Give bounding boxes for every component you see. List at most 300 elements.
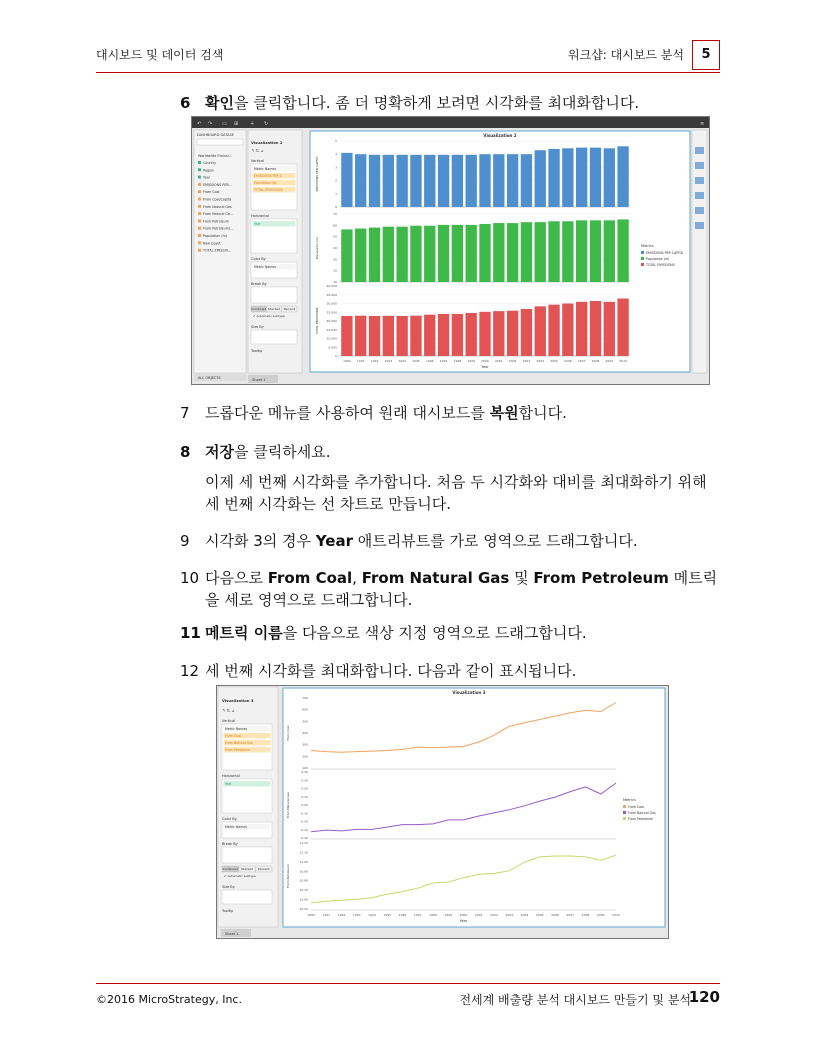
gallery-grid-icon[interactable] [695,147,704,154]
attribute-icon [198,249,201,252]
legend-swatch [623,817,626,820]
attribute-icon [198,205,201,208]
legend-swatch [641,263,644,266]
bar[interactable] [369,155,380,207]
drop-zone-label: Horizontal [251,214,269,218]
y-tick-label: 600 [302,707,308,712]
panel-axis-title: From Natural Gas [286,791,290,819]
editor-toolbar-icons: ↰ ⇅ ⊿ [251,148,264,153]
sheet-tab-label: Sheet 1 [252,378,266,382]
step-10-pre: 다음으로 [205,569,268,587]
y-tick-label: 20,000 [326,319,337,323]
x-tick-label: 2002 [508,359,517,363]
footer-rule [96,983,720,984]
attribute-icon [198,161,201,164]
y-tick-label: 0.20 [301,786,308,791]
x-tick-label: 2001 [494,359,503,363]
bar[interactable] [521,154,532,207]
drop-zone-label: Horizontal [222,774,240,778]
step-7-text [205,402,725,424]
drop-zone-item[interactable]: From Coal [225,734,241,738]
x-tick-label: 1995 [412,359,420,363]
bar[interactable] [521,222,532,282]
attribute-icon [198,212,201,215]
drop-zone-item[interactable]: Metric Names [225,727,247,731]
drop-zone-item[interactable]: Metric Names [225,825,247,829]
x-axis-title: Year [481,365,489,369]
redo-icon[interactable]: ↷ [208,121,213,127]
drop-zone-label: Size By [222,885,235,889]
y-tick-label: 0 [335,205,337,209]
automatic-subtype-label: ✔ Automatic subtype [253,314,285,318]
bar[interactable] [590,301,601,356]
y-tick-label: 10.70 [299,888,308,893]
footer-copyright: ©2016 MicroStrategy, Inc. [96,993,242,1006]
y-tick-label: 300 [302,742,308,747]
subtype-button-label: Combined [251,307,267,311]
bar[interactable] [410,155,421,207]
drop-zone-label: Size By [251,325,264,329]
step-10-post: 메트릭을 세로 영역으로 드래그합니다. [205,569,718,609]
y-tick-label: 700 [302,696,308,700]
step-9-pre: 시각화 3의 경우 [205,532,316,550]
x-tick-label: 2006 [551,913,559,917]
bar[interactable] [479,224,490,282]
bar[interactable] [507,154,518,207]
x-tick-label: 1990 [343,359,351,363]
subtype-button-label: Percent [283,307,295,311]
step-10-from-natural-gas: From Natural Gas [361,569,510,587]
y-tick-label: 20 [333,268,337,273]
step-11-rest: 을 다음으로 색상 지정 영역으로 드래그합니다. [282,624,587,642]
visualization-2-chart [315,139,684,369]
bar[interactable] [576,302,587,356]
x-tick-label: 2005 [535,913,544,917]
step-11-text [205,622,725,644]
drop-zone[interactable] [251,287,297,303]
x-tick-label: 2007 [577,359,586,363]
x-tick-label: 2004 [520,913,529,917]
step-9-post: 애트리뷰트를 가로 영역으로 드래그합니다. [352,532,638,550]
header-rule [96,72,720,73]
top-toolbar [192,117,709,128]
x-tick-label: 2008 [591,359,600,363]
bar[interactable] [396,155,407,207]
x-tick-label: 2006 [564,359,572,363]
bar[interactable] [562,148,573,207]
x-tick-label: 2000 [481,359,489,363]
attribute-icon [198,234,201,237]
bar[interactable] [424,315,435,356]
step-11-bold: 메트릭 이름 [205,624,283,642]
step-9-bold: Year [315,532,353,550]
insert-icon[interactable]: + [250,121,255,127]
step-9-number: 9 [180,532,190,550]
panel-axis-title: EMISSIONS PER CAPITA [315,156,319,192]
y-tick-label: 0.40 [301,770,308,774]
y-tick-label: -0.30 [300,827,308,832]
x-tick-label: 2002 [490,913,498,917]
x-tick-label: 1992 [337,913,346,917]
attribute-icon [198,168,201,171]
chapter-number-box: 5 [692,40,720,70]
attribute-item[interactable]: Year [203,175,210,180]
bar[interactable] [410,316,421,356]
y-tick-label: 10.90 [299,869,308,874]
drop-zone-item[interactable]: Population (m) [254,181,278,185]
step-7-number: 7 [180,404,190,422]
drop-zone-label: Vertical [222,719,236,723]
drop-zone-item[interactable]: EMISSIONS PER C [254,174,283,178]
bar[interactable] [341,316,352,356]
y-tick-label: 11.00 [299,859,308,864]
bar[interactable] [466,155,477,207]
y-tick-label: 11.10 [299,850,308,855]
bar[interactable] [507,223,518,282]
bar[interactable] [396,227,407,282]
visualization-3-screenshot [216,685,669,939]
bar[interactable] [493,311,504,356]
step-7-bold: 복원 [489,404,519,422]
bar[interactable] [410,226,421,282]
attribute-item[interactable]: From Petroleum/... [203,226,234,231]
step-6-number: 6 [180,94,191,112]
bar[interactable] [562,221,573,282]
gallery-bar-icon[interactable] [695,162,704,169]
bar[interactable] [548,221,559,282]
attribute-item[interactable]: From Coal/Capita [203,197,232,202]
x-tick-label: 1999 [467,359,476,363]
bar[interactable] [452,155,463,207]
drop-zone-label: Color By [222,817,237,821]
step-10-from-petroleum: From Petroleum [533,569,669,587]
bar[interactable] [548,305,559,356]
bar[interactable] [479,312,490,356]
visualization-3-frame[interactable] [283,688,665,927]
y-tick-label: 60 [333,223,337,228]
y-tick-label: 5 [335,139,337,143]
x-tick-label: 2009 [596,913,605,917]
editor-viz-title: Visualization 2 [251,140,283,145]
bar[interactable] [466,225,477,282]
drop-zone-item[interactable]: From Natural Gas [225,741,253,745]
x-tick-label: 1993 [384,359,393,363]
step-10-from-coal: From Coal [267,569,353,587]
drop-zone-item[interactable]: Year [225,782,232,786]
step-10-text [205,567,720,611]
panel-axis-title: TOTAL EMISSIONS [315,307,319,335]
bar[interactable] [507,311,518,356]
subtype-button-label: Percent [258,867,270,871]
bar[interactable] [452,314,463,356]
legend-title: Metrics [623,798,636,802]
y-tick-label: 400 [302,731,308,735]
bar[interactable] [590,148,601,207]
intro-paragraph: 이제 세 번째 시각화를 추가합니다. 처음 두 시각화와 대비를 최대화하기 위해 세 번째 시각화는 선 차트로 만듭니다. [205,473,707,513]
x-axis-title: Year [459,919,468,923]
bar[interactable] [424,155,435,207]
legend-label: From Coal [628,805,644,809]
step-7-pre: 드롭다운 메뉴를 사용하여 원래 대시보드를 [205,404,490,422]
step-9-text [205,530,725,552]
y-tick-label: 200 [302,754,308,759]
x-tick-label: 1998 [453,359,462,363]
save-icon[interactable]: ▭ [222,121,227,127]
y-tick-label: 25,000 [326,310,337,315]
bar[interactable] [617,299,628,357]
legend-label: EMISSIONS PER CAPITA [646,251,683,255]
y-tick-label: 15,000 [326,327,337,332]
screenshot-2-canvas [217,686,668,938]
y-tick-label: -0.40 [300,836,308,840]
y-tick-label: 30,000 [326,301,337,306]
bar[interactable] [341,229,352,282]
x-tick-label: 1993 [352,913,361,917]
drop-zone-label: Break By [251,282,267,286]
legend-label: From Natural Gas [628,811,656,815]
y-tick-label: 4 [335,152,337,157]
bar[interactable] [576,148,587,207]
bar[interactable] [604,220,615,282]
drop-zone-item[interactable]: Metric Names [254,167,276,171]
x-tick-label: 1992 [370,359,379,363]
legend-label: Population (m) [646,257,670,261]
bar[interactable] [590,220,601,282]
gallery-line-icon[interactable] [695,177,704,184]
gallery-area-icon[interactable] [695,192,704,199]
drop-zone-item[interactable]: From Petroleum [225,748,251,752]
x-tick-label: 1996 [398,913,407,917]
y-tick-label: 3 [335,165,337,170]
y-tick-label: 0.00 [301,803,308,807]
subtype-button-label: Combined [222,867,238,871]
legend-title: Metrics [641,244,654,248]
attribute-item[interactable]: Region [203,168,215,173]
undo-icon[interactable]: ↶ [197,121,202,127]
sheet-tab-label-2: Sheet 1 [225,932,239,936]
y-tick-label: 0 [335,354,337,358]
x-tick-label: 1991 [356,359,365,363]
y-tick-label: 70 [333,212,337,216]
drop-zone[interactable] [222,890,272,904]
bar[interactable] [438,314,449,356]
x-tick-label: 2009 [605,359,614,363]
attribute-item[interactable]: TOTAL EMISSIO... [203,248,232,253]
dataset-name: Worldwide Emissi... [198,154,232,158]
attribute-item[interactable]: EMISSIONS PER... [203,182,232,187]
x-tick-label: 2005 [550,359,558,363]
header-chapter-title: 워크샵: 대시보드 분석 [567,48,684,62]
legend-swatch [623,805,626,808]
bar[interactable] [493,223,504,282]
bar[interactable] [617,219,628,282]
y-tick-label: 100 [302,766,308,770]
step-6-text [205,92,725,114]
bar[interactable] [493,154,504,207]
attribute-icon [198,227,201,230]
drop-zone-item[interactable]: TOTAL EMISSIONS [254,188,283,192]
step-8-number: 8 [180,443,191,461]
bar[interactable] [535,306,546,356]
x-tick-label: 1995 [383,913,392,917]
page-header [96,38,720,68]
y-tick-label: 40,000 [326,284,337,288]
step-8-bold: 저장 [205,443,234,461]
x-tick-label: 1994 [368,913,376,917]
visualization-3-title: Visualization 3 [452,690,486,695]
x-tick-label: 2003 [522,359,531,363]
gallery-pie-icon[interactable] [695,207,704,214]
all-objects-label[interactable]: ALL OBJECTS [198,376,221,380]
bar[interactable] [438,155,449,207]
y-tick-label: 10.60 [299,897,308,902]
y-tick-label: 0.30 [301,778,308,783]
y-tick-label: 10,000 [326,336,337,341]
drop-zone-label: Tooltip [222,909,234,913]
attribute-item[interactable]: From Petroleum [203,219,229,224]
y-tick-label: 2 [335,178,337,183]
x-tick-label: 2007 [566,913,575,917]
attribute-icon [198,183,201,186]
x-tick-label: 2008 [581,913,590,917]
x-tick-label: 1990 [307,913,315,917]
y-tick-label: -0.10 [300,811,308,816]
settings-icon[interactable]: ≡ [700,121,705,127]
bar[interactable] [562,304,573,357]
bar[interactable] [535,222,546,282]
visualization-2-title: Visualization 2 [483,133,517,138]
y-tick-label: 500 [302,719,308,724]
legend-label: TOTAL EMISSIONS [646,263,675,267]
drop-zone-label: Vertical [251,159,265,163]
step-12-number: 12 [180,662,200,680]
bar[interactable] [617,146,628,207]
bar[interactable] [535,150,546,207]
y-tick-label: 10.50 [299,907,308,911]
y-tick-label: 0.10 [301,794,308,799]
bar[interactable] [604,148,615,207]
attribute-item[interactable]: From Coal [203,190,220,195]
drop-zone[interactable] [251,330,297,344]
y-tick-label: 1 [335,191,337,196]
legend-label: From Petroleum [628,817,654,821]
x-tick-label: 1991 [322,913,331,917]
bar[interactable] [396,316,407,356]
drop-zone-label: Color By [251,257,266,261]
dataset-panel-title: DASHBOARD DATASE [197,133,234,137]
bar[interactable] [521,309,532,356]
bar[interactable] [355,154,366,207]
bar[interactable] [355,316,366,356]
x-tick-label: 1997 [439,359,448,363]
attribute-item[interactable]: Country [203,161,217,165]
bar[interactable] [576,220,587,282]
panel-axis-title: From Coal [286,725,290,741]
automatic-subtype-label: ✔ Automatic subtype [224,874,256,878]
bar[interactable] [452,225,463,282]
step-6-bold: 확인 [205,94,234,112]
bar[interactable] [438,225,449,282]
y-tick-label: 10.80 [299,878,308,883]
x-tick-label: 1999 [444,913,453,917]
x-tick-label: 2010 [612,913,620,917]
panel-axis-title: From Petroleum [286,864,290,888]
step-7-post: 합니다. [518,404,567,422]
drop-zone[interactable] [222,847,272,863]
bar[interactable] [466,313,477,356]
screenshot-1-canvas [192,117,709,384]
panel-axis-title: Population (m) [315,237,319,259]
y-tick-label: -0.20 [300,819,308,824]
bar[interactable] [383,227,394,282]
step-8-text [205,441,725,463]
refresh-icon[interactable]: ↻ [264,121,269,127]
y-tick-label: 10 [333,280,337,284]
x-tick-label: 1994 [398,359,406,363]
drop-zone-label: Tooltip [251,349,263,353]
step-10-sep1: , [352,569,362,587]
bar[interactable] [369,228,380,282]
x-tick-label: 1996 [425,359,434,363]
bar[interactable] [548,149,559,207]
legend-swatch [641,251,644,254]
drop-zone-label: Break By [222,842,238,846]
attribute-item[interactable]: From Natural Ga... [203,212,234,217]
visualization-2-screenshot [191,116,710,385]
x-tick-label: 2004 [536,359,545,363]
x-tick-label: 2001 [474,913,483,917]
step-12-text: 세 번째 시각화를 최대화합니다. 다음과 같이 표시됩니다. [205,662,577,680]
attribute-icon [198,219,201,222]
y-tick-label: 40 [333,246,337,250]
drop-zone-item[interactable]: Year [254,222,261,226]
y-tick-label: 30 [333,257,337,262]
attribute-item[interactable]: Raw Coal/t [203,241,221,246]
x-tick-label: 1997 [413,913,422,917]
bar[interactable] [479,154,490,207]
bar[interactable] [604,302,615,356]
bar[interactable] [383,155,394,207]
attribute-item[interactable]: From Natural Gas [203,204,232,209]
footer-course-title: 전세계 배출량 분석 대시보드 만들기 및 분석 [459,993,691,1007]
add-data-icon[interactable]: ⊞ [234,121,239,127]
gallery-map-icon[interactable] [695,222,704,229]
header-section-title: 대시보드 및 데이터 검색 [96,48,224,62]
bar[interactable] [369,316,380,356]
dataset-search-input[interactable] [197,139,243,145]
y-tick-label: 35,000 [326,292,337,297]
bar[interactable] [424,226,435,282]
y-tick-label: 50 [333,234,337,239]
subtype-button-label: Stacked [241,867,253,871]
step-6-rest: 을 클릭합니다. 좀 더 명확하게 보려면 시각화를 최대화합니다. [233,94,640,112]
x-tick-label: 2000 [459,913,468,917]
step-11-number: 11 [180,624,201,642]
x-tick-label: 2003 [505,913,514,917]
bar[interactable] [341,153,352,207]
bar[interactable] [355,229,366,282]
y-tick-label: 11.20 [299,841,308,845]
step-10-sep2: 및 [509,569,534,587]
step-10-number: 10 [180,569,200,587]
attribute-icon [198,176,201,179]
attribute-item[interactable]: Population (m) [203,234,228,238]
bar[interactable] [383,316,394,356]
x-tick-label: 2010 [619,359,627,363]
editor-toolbar-icons: ↰ ⇅ ⊿ [222,708,235,713]
drop-zone-item[interactable]: Metric Names [254,265,276,269]
step-8-rest: 을 클릭하세요. [233,443,331,461]
